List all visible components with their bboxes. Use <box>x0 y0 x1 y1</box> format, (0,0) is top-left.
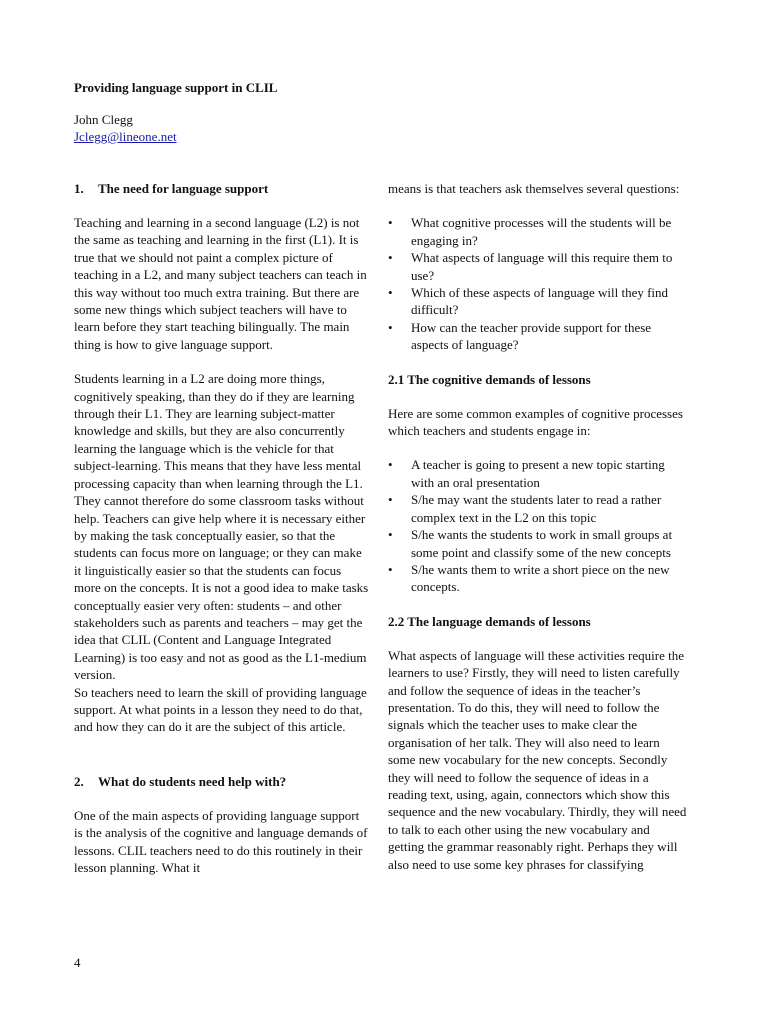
list-item: • A teacher is going to present a new topic starting with an oral presentation <box>388 456 688 491</box>
author-name: John Clegg <box>74 112 133 127</box>
subsection-2-1-heading: 2.1 The cognitive demands of lessons <box>388 371 591 387</box>
questions-list <box>388 214 688 353</box>
article-title: Providing language support in CLIL <box>74 80 278 95</box>
section-2-number: 2. <box>74 773 84 789</box>
paragraph-3: So teachers need to learn the skill of providing language support. At what points in a lesson they need to do that, and how they can do it are the subject of this article. <box>74 684 367 735</box>
section-1-title: The need for language support <box>98 181 269 196</box>
list-item: • S/he wants them to write a short piece on the new concepts. <box>388 561 688 596</box>
paragraph-2: Students learning in a L2 are doing more things, cognitively speaking, than they do if they are learning through their L1. They are learning subject-matter knowledge and skills, but they are also concurrently learning the language which is the vehicle for that subject-learning. This means that they have less mental processing capacity than when learning through the L1. They cannot therefore do some classroom tasks without help. Teachers can give help where it is necessary either by making the task conceptually easier, so that the students can focus more on language; or they can make it linguistically easier so that the students can focus more on the concepts. It is not a good idea to make tasks conceptually easier very often: students – and other stakeholders such as parents and teachers – may get the idea that CLIL (Content and Language Integrated Learning) is too easy and not as good as the L1-medium version. <box>74 371 369 683</box>
paragraph-1: Teaching and learning in a second language (L2) is not the same as teaching and learning in the first (L1). It is true that we should not paint a complex picture of teaching in a L2, and many subject teachers can teach in this way without too much extra training. But there are some new things which subject teachers will have to learn before they start teaching bilingually. The main thing is how to give language support. <box>74 215 367 352</box>
section-1-number: 1. <box>74 181 84 196</box>
examples-list <box>388 456 688 595</box>
section-2-heading <box>74 773 370 790</box>
author-email-link[interactable]: Jclegg@lineone.net <box>74 129 177 144</box>
section-2-title: What do students need help with? <box>98 773 287 789</box>
list-item: • S/he wants the students to work in small groups at some point and classify some of the new concepts <box>388 526 688 561</box>
list-item: • What aspects of language will this require them to use? <box>388 249 688 284</box>
list-item: • What cognitive processes will the students will be engaging in? <box>388 214 688 249</box>
paragraph-cognitive: Here are some common examples of cognitive processes which teachers and students engage in: <box>388 405 683 439</box>
right-column <box>388 180 688 873</box>
list-item: • How can the teacher provide support for these aspects of language? <box>388 319 688 354</box>
paragraph-continued: means is that teachers ask themselves several questions: <box>388 181 680 196</box>
section-1-heading <box>74 180 370 197</box>
paragraph-language: What aspects of language will these activities require the learners to use? Firstly, they will need to listen carefully and follow the sequence of ideas in the teacher’s presentation. To do this, they will need to follow the signals which the teacher uses to make clear the organisation of her talk. They will also need to learn some new vocabulary for the new concepts. Secondly they will need to follow the sequence of ideas in a reading text, using, again, connectors which show this sequence and the new vocabulary. Thirdly, they will need to talk to each other using the new vocabulary and getting the grammar reasonably right. Perhaps they will also need to use some key phrases for classifying <box>388 647 687 872</box>
article-header <box>74 79 374 145</box>
left-column <box>74 180 370 876</box>
list-item: • Which of these aspects of language will they find difficult? <box>388 284 688 319</box>
subsection-2-2-heading: 2.2 The language demands of lessons <box>388 613 591 629</box>
paragraph-4: One of the main aspects of providing language support is the analysis of the cognitive and language demands of lessons. CLIL teachers need to do this routinely in their lesson planning. What it <box>74 807 368 875</box>
page-number: 4 <box>74 955 81 970</box>
list-item: • S/he may want the students later to read a rather complex text in the L2 on this topic <box>388 491 688 526</box>
